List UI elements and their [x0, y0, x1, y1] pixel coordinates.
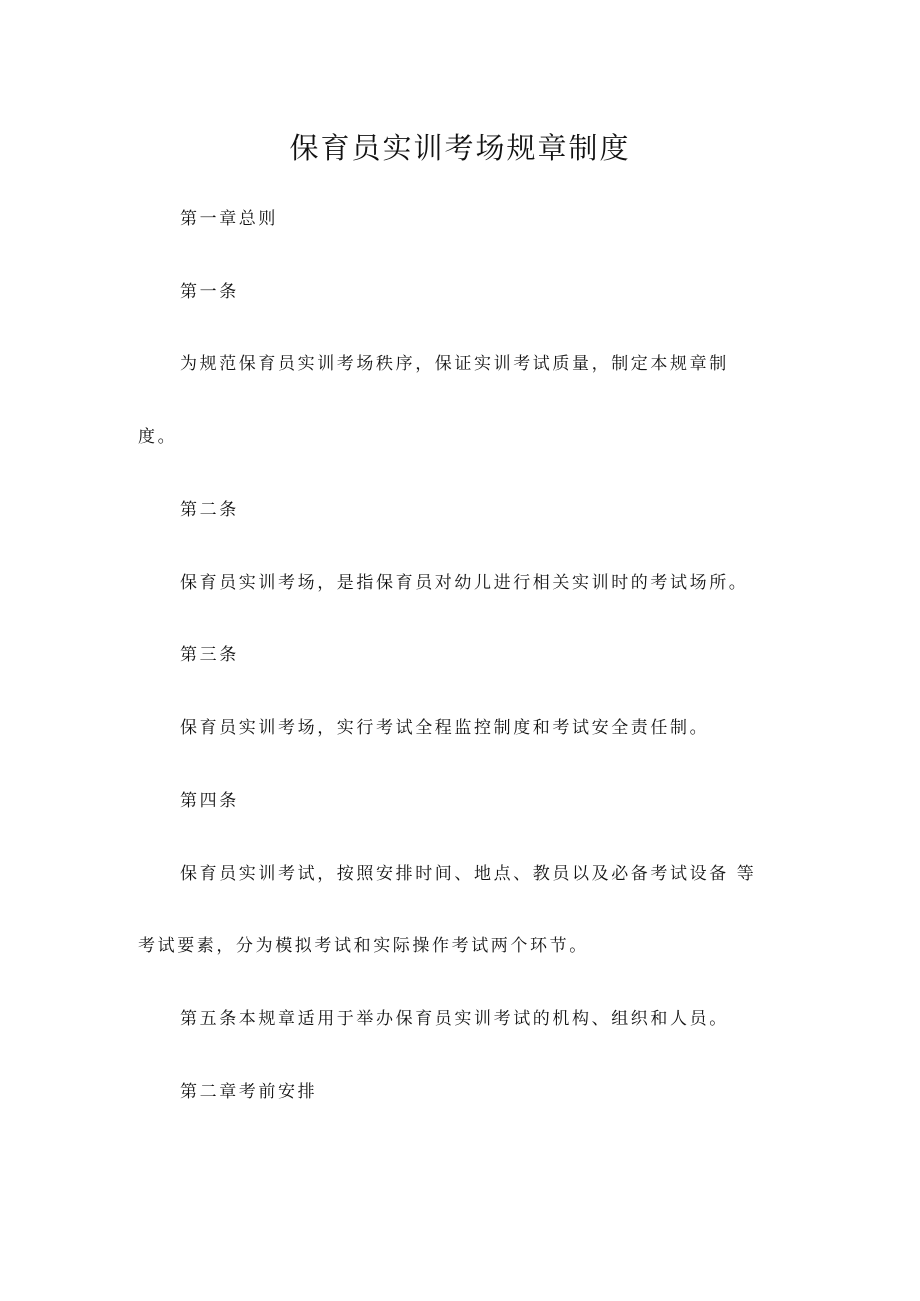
chapter-heading-2: 第二章考前安排: [180, 1082, 318, 1102]
paragraph-line: 保育员实训考试，按照安排时间、地点、教员以及必备考试设备 等: [180, 864, 757, 884]
paragraph-line: 为规范保育员实训考场秩序，保证实训考试质量，制定本规章制: [180, 354, 729, 374]
paragraph-line: 度。: [138, 427, 178, 447]
paragraph-line: 保育员实训考场，是指保育员对幼儿进行相关实训时的考试场所。: [180, 573, 749, 593]
paragraph-line: 考试要素，分为模拟考试和实际操作考试两个环节。: [138, 936, 589, 956]
article-heading-1: 第一条: [180, 282, 239, 302]
article-5-line: 第五条本规章适用于举办保育员实训考试的机构、组织和人员。: [180, 1009, 729, 1029]
paragraph-line: 保育员实训考场，实行考试全程监控制度和考试安全责任制。: [180, 718, 710, 738]
article-heading-3: 第三条: [180, 645, 239, 665]
chapter-heading-1: 第一章总则: [180, 209, 278, 229]
article-heading-2: 第二条: [180, 500, 239, 520]
document-title: 保育员实训考场规章制度: [289, 131, 631, 165]
article-heading-4: 第四条: [180, 791, 239, 811]
